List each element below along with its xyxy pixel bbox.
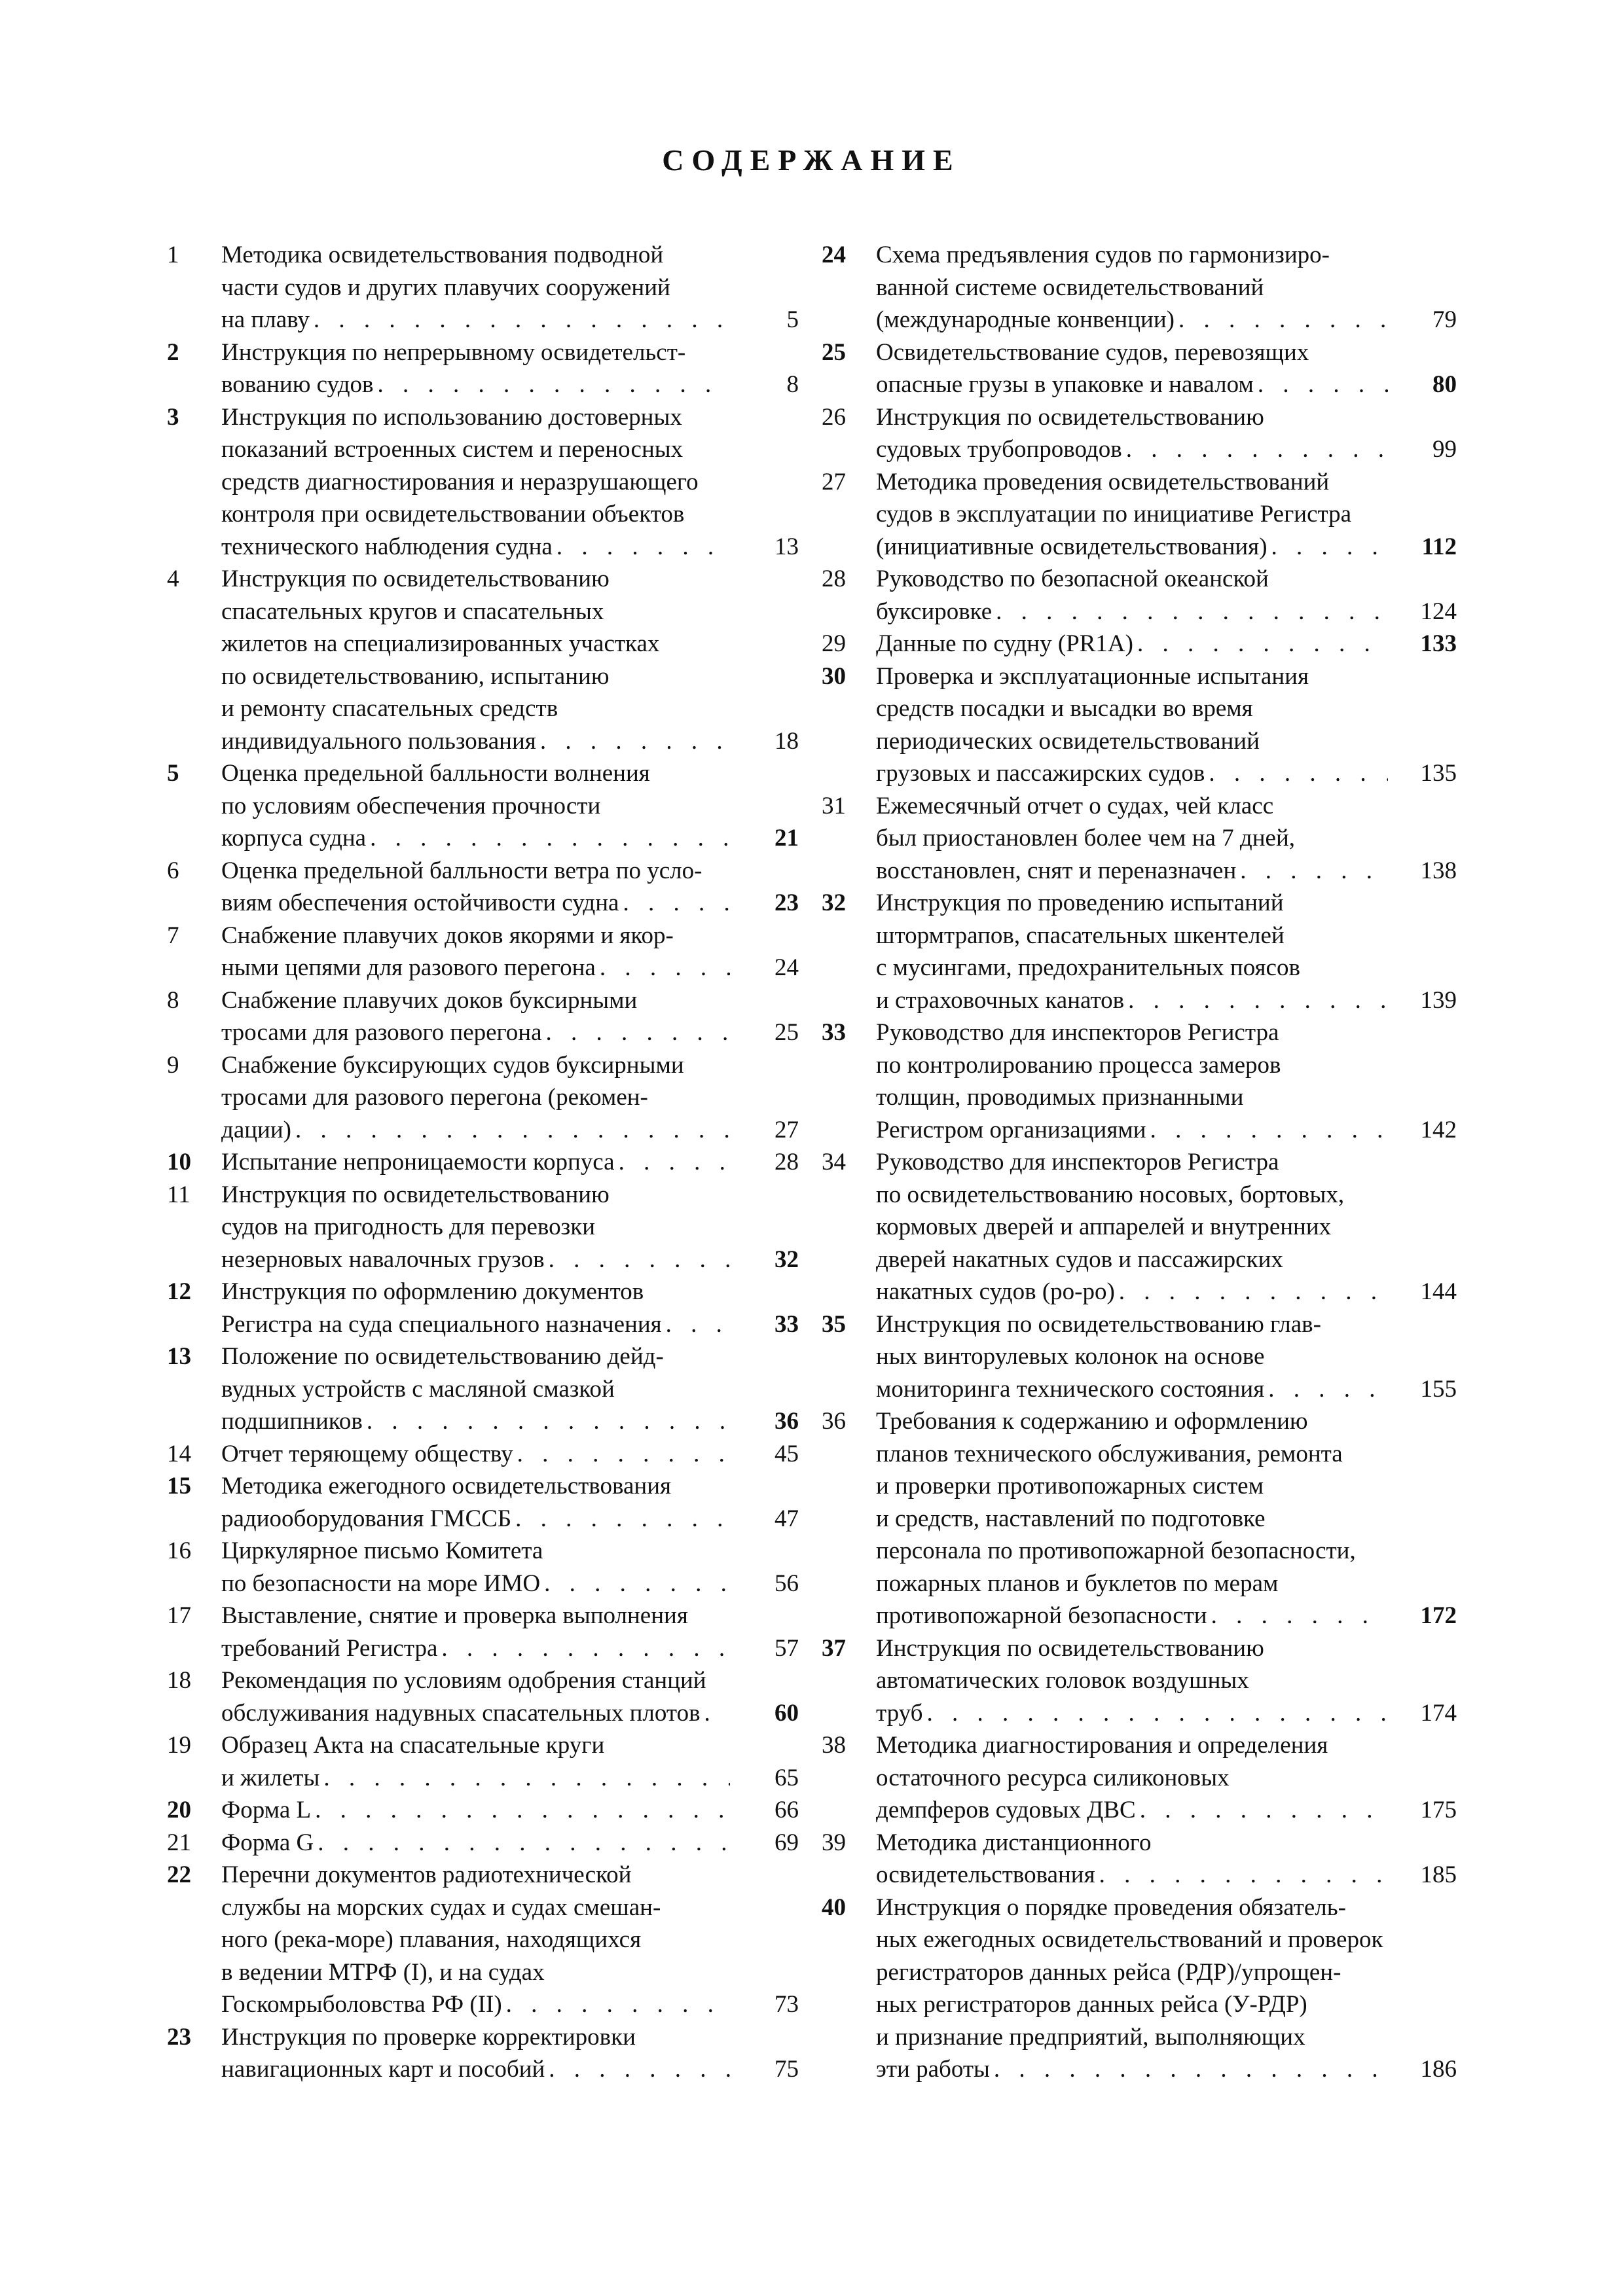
- toc-entry-title-line: судов на пригодность для перевозки: [221, 1213, 595, 1240]
- toc-entry-title-line: радиооборудования ГМССБ: [221, 1505, 512, 1532]
- toc-entry: [167, 1049, 799, 1147]
- toc-entry-title-line: части судов и других плавучих сооружений: [221, 274, 670, 301]
- toc-entry-title-line: толщин, проводимых признанными: [876, 1084, 1244, 1111]
- toc-entry-number: 9: [167, 1051, 179, 1079]
- toc-entry-title-line: по освидетельствованию носовых, бортовых,: [876, 1181, 1345, 1208]
- toc-entry-title-line: вудных устройств с масляной смазкой: [221, 1375, 615, 1403]
- toc-entry-title-line: Снабжение плавучих доков якорями и якор-: [221, 922, 674, 949]
- dot-leader: [310, 304, 730, 336]
- toc-entry-title-line: Инструкция по освидетельствованию: [221, 1181, 610, 1208]
- toc-entry: [822, 239, 1457, 336]
- toc-entry-page: 138: [1420, 857, 1457, 884]
- toc-entry-title-line: был приостановлен более чем на 7 дней,: [876, 825, 1296, 852]
- toc-entry-title-line: тросами для разового перегона: [221, 1019, 542, 1046]
- toc-entry-number: 22: [167, 1861, 191, 1888]
- toc-entry: [167, 239, 799, 336]
- toc-entry-title-line: Положение по освидетельствованию дейд-: [221, 1343, 664, 1370]
- toc-entry-page: 18: [775, 727, 799, 755]
- dot-leader: [1133, 628, 1388, 660]
- toc-entry-number: 21: [167, 1829, 191, 1856]
- toc-entry-number: 17: [167, 1602, 191, 1629]
- toc-entry-title-line: навигационных карт и пособий: [221, 2056, 545, 2083]
- toc-entry: [167, 757, 799, 855]
- dot-leader: [536, 725, 730, 758]
- toc-entry-page: 155: [1420, 1375, 1457, 1403]
- toc-entry-title-line: Руководство для инспекторов Регистра: [876, 1149, 1279, 1175]
- toc-entry-title-line: Выставление, снятие и проверка выполнения: [221, 1602, 688, 1629]
- toc-entry-title-line: планов технического обслуживания, ремонта: [876, 1440, 1343, 1467]
- toc-entry-number: 32: [822, 889, 846, 916]
- toc-entry-number: 19: [167, 1732, 191, 1759]
- dot-leader: [1267, 531, 1388, 564]
- toc-entry-title-line: ными цепями для разового перегона: [221, 954, 596, 981]
- toc-entry-number: 16: [167, 1537, 191, 1564]
- toc-entry-title-line: Инструкция по освидетельствованию: [221, 565, 610, 592]
- toc-entry-title-line: ных ежегодных освидетельствований и проверок: [876, 1926, 1383, 1953]
- toc-entry-title-line: Форма L: [221, 1797, 312, 1823]
- toc-entry-title-line: кормовых дверей и аппарелей и внутренних: [876, 1213, 1332, 1240]
- toc-entry-page: 79: [1432, 306, 1457, 333]
- toc-entry-page: 47: [775, 1505, 799, 1532]
- toc-entry-number: 20: [167, 1797, 191, 1823]
- toc-entry-page: 186: [1420, 2056, 1457, 2083]
- toc-entry: [822, 1308, 1457, 1406]
- toc-entry-title-line: противопожарной безопасности: [876, 1602, 1207, 1629]
- toc-entry-title-line: незерновых навалочных грузов: [221, 1246, 545, 1273]
- toc-entry-title-line: пожарных планов и буклетов по мерам: [876, 1570, 1279, 1597]
- toc-entry-title-line: грузовых и пассажирских судов: [876, 760, 1205, 787]
- toc-entry-number: 27: [822, 468, 846, 495]
- toc-entry: [167, 855, 799, 920]
- toc-entry: [822, 563, 1457, 628]
- page-title: СОДЕРЖАНИЕ: [662, 143, 961, 177]
- toc-entry-title-line: дверей накатных судов и пассажирских: [876, 1246, 1283, 1273]
- toc-entry: [167, 1276, 799, 1340]
- toc-entry: [167, 1535, 799, 1600]
- toc-entry: [822, 401, 1457, 466]
- toc-entry-page: 33: [775, 1310, 799, 1338]
- toc-entry-title-line: спасательных кругов и спасательных: [221, 598, 604, 625]
- toc-entry-page: 60: [775, 1699, 799, 1727]
- toc-entry-page: 13: [775, 533, 799, 560]
- toc-entry-title-line: опасные грузы в упаковке и навалом: [876, 371, 1254, 398]
- toc-entry: [167, 1729, 799, 1794]
- toc-entry-title-line: виям обеспечения остойчивости судна: [221, 889, 619, 916]
- toc-entry: [822, 1632, 1457, 1730]
- toc-entry-title-line: мониторинга технического состояния: [876, 1375, 1265, 1403]
- toc-entry-title-line: контроля при освидетельствовании объектов: [221, 501, 685, 528]
- toc-entry: [167, 1664, 799, 1729]
- toc-entry-page: 75: [775, 2056, 799, 2083]
- toc-entry: [167, 1146, 799, 1179]
- dot-leader: [311, 1794, 730, 1827]
- toc-entry-page: 36: [775, 1408, 799, 1435]
- toc-entry-page: 65: [775, 1764, 799, 1791]
- toc-entry-title-line: ванной системе освидетельствований: [876, 274, 1264, 301]
- toc-entry-number: 30: [822, 662, 846, 690]
- toc-entry-title-line: и ремонту спасательных средств: [221, 695, 558, 722]
- dot-leader: [363, 1405, 730, 1438]
- toc-entry-title-line: Методика диагностирования и определения: [876, 1732, 1328, 1759]
- toc-entry-title-line: Инструкция по проверке корректировки: [221, 2023, 636, 2051]
- toc-entry-number: 34: [822, 1149, 846, 1175]
- toc-entry-title-line: Инструкция по непрерывному освидетельст-: [221, 338, 686, 366]
- toc-entry-title-line: накатных судов (ро-ро): [876, 1278, 1115, 1305]
- toc-entry-number: 23: [167, 2023, 191, 2051]
- toc-entry-number: 35: [822, 1310, 846, 1338]
- dot-leader: [1236, 855, 1388, 888]
- toc-entry-title-line: по освидетельствованию, испытанию: [221, 662, 610, 690]
- dot-leader: [511, 1503, 730, 1535]
- toc-entry-title-line: и страховочных канатов: [876, 986, 1125, 1014]
- toc-entry-title-line: Оценка предельной балльности ветра по усло-: [221, 857, 702, 884]
- toc-entry-number: 26: [822, 403, 846, 431]
- dot-leader: [502, 1988, 730, 2021]
- dot-leader: [992, 596, 1388, 628]
- toc-entry-page: 112: [1421, 533, 1457, 560]
- toc-entry-title-line: демпферов судовых ДВС: [876, 1797, 1136, 1823]
- toc-entry-title-line: жилетов на специализированных участках: [221, 630, 660, 657]
- toc-entry-title-line: Снабжение плавучих доков буксирными: [221, 986, 638, 1014]
- toc-entry-page: 139: [1420, 986, 1457, 1014]
- dot-leader: [1136, 1794, 1388, 1827]
- toc-entry-page: 57: [775, 1634, 799, 1662]
- toc-entry-number: 36: [822, 1408, 846, 1435]
- toc-entry: [167, 1859, 799, 2021]
- toc-entry: [822, 1729, 1457, 1827]
- toc-entry: [822, 790, 1457, 888]
- dot-leader: [662, 1308, 730, 1341]
- toc-entry: [167, 563, 799, 757]
- toc-entry-title-line: по безопасности на море ИМО: [221, 1570, 541, 1597]
- dot-leader: [1095, 1859, 1388, 1892]
- toc-entry-title-line: в ведении МТРФ (I), и на судах: [221, 1958, 545, 1986]
- toc-entry-title-line: (международные конвенции): [876, 306, 1175, 333]
- toc-entry-title-line: Освидетельствование судов, перевозящих: [876, 338, 1309, 366]
- toc-entry-number: 14: [167, 1440, 191, 1467]
- toc-entry-title-line: Инструкция по освидетельствованию: [876, 403, 1264, 431]
- toc-entry-title-line: Регистром организациями: [876, 1116, 1146, 1143]
- toc-entry-page: 80: [1432, 371, 1457, 398]
- toc-entry-number: 33: [822, 1019, 846, 1046]
- toc-entry: [822, 887, 1457, 1016]
- dot-leader: [1175, 304, 1388, 336]
- toc-entry-title-line: Снабжение буксирующих судов буксирными: [221, 1051, 684, 1079]
- toc-entry-title-line: Руководство по безопасной океанской: [876, 565, 1269, 592]
- toc-entry-title-line: технического наблюдения судна: [221, 533, 553, 560]
- toc-entry-page: 66: [775, 1797, 799, 1823]
- dot-leader: [437, 1632, 730, 1665]
- toc-entry: [167, 1827, 799, 1859]
- toc-entry-title-line: труб: [876, 1699, 923, 1727]
- toc-entry-title-line: судовых трубопроводов: [876, 436, 1122, 463]
- dot-leader: [542, 1016, 730, 1049]
- toc-entry-title-line: индивидуального пользования: [221, 727, 536, 755]
- toc-entry: [167, 2021, 799, 2086]
- toc-entry-title-line: и проверки противопожарных систем: [876, 1473, 1264, 1499]
- toc-left-column: [167, 239, 799, 2086]
- toc-entry-title-line: персонала по противопожарной безопасности,: [876, 1537, 1356, 1564]
- dot-leader: [1205, 757, 1388, 790]
- toc-entry-title-line: периодических освидетельствований: [876, 727, 1260, 755]
- toc-entry-title-line: остаточного ресурса силиконовых: [876, 1764, 1230, 1791]
- dot-leader: [553, 531, 730, 564]
- toc-entry-title-line: требований Регистра: [221, 1634, 438, 1662]
- toc-entry-title-line: службы на морских судах и судах смешан-: [221, 1893, 661, 1921]
- dot-leader: [374, 368, 730, 401]
- toc-entry-title-line: эти работы: [876, 2056, 990, 2083]
- dot-leader: [1264, 1373, 1388, 1406]
- toc-entry: [822, 1016, 1457, 1146]
- dot-leader: [366, 822, 730, 855]
- toc-entry-title-line: Циркулярное письмо Комитета: [221, 1537, 543, 1564]
- toc-entry-title-line: Инструкция по оформлению документов: [221, 1278, 644, 1305]
- toc-entry-number: 12: [167, 1278, 191, 1305]
- toc-entry-page: 99: [1432, 436, 1457, 463]
- toc-entry-page: 142: [1420, 1116, 1457, 1143]
- toc-entry-number: 7: [167, 922, 179, 949]
- toc-entry-number: 24: [822, 242, 846, 268]
- toc-entry-title-line: автоматических головок воздушных: [876, 1667, 1249, 1694]
- toc-entry-title-line: Инструкция по проведению испытаний: [876, 889, 1284, 916]
- dot-leader: [596, 952, 730, 984]
- toc-entry: [167, 1340, 799, 1438]
- toc-entry-title-line: по условиям обеспечения прочности: [221, 792, 601, 819]
- toc-entry-number: 2: [167, 338, 179, 366]
- toc-entry: [822, 1892, 1457, 2086]
- toc-entry: [822, 336, 1457, 401]
- toc-entry-title-line: Методика дистанционного: [876, 1829, 1152, 1856]
- toc-entry-page: 8: [786, 371, 799, 398]
- dot-leader: [1207, 1600, 1388, 1632]
- dot-leader: [513, 1438, 730, 1471]
- toc-entry: [822, 466, 1457, 564]
- toc-entry-title-line: Ежемесячный отчет о судах, чей класс: [876, 792, 1274, 819]
- toc-right-column: [822, 239, 1457, 2086]
- dot-leader: [1146, 1114, 1388, 1147]
- toc-entry-page: 172: [1420, 1602, 1457, 1629]
- toc-entry-title-line: дации): [221, 1116, 291, 1143]
- toc-entry-page: 174: [1420, 1699, 1457, 1727]
- toc-entry-page: 28: [775, 1149, 799, 1175]
- toc-entry-title-line: Инструкция о порядке проведения обязатель-: [876, 1893, 1346, 1921]
- toc-entry-number: 40: [822, 1893, 846, 1921]
- toc-entry-number: 6: [167, 857, 179, 884]
- toc-entry-page: 69: [775, 1829, 799, 1856]
- toc-entry-title-line: вованию судов: [221, 371, 374, 398]
- dot-leader: [615, 1146, 730, 1179]
- toc-entry-page: 21: [775, 825, 799, 852]
- toc-entry-title-line: обслуживания надувных спасательных плотов: [221, 1699, 701, 1727]
- toc-entry-title-line: регистраторов данных рейса (РДР)/упрощен-: [876, 1958, 1341, 1986]
- toc-entry-number: 1: [167, 242, 179, 268]
- toc-entry-page: 124: [1420, 598, 1457, 625]
- dot-leader: [545, 2053, 730, 2086]
- dot-leader: [1254, 368, 1388, 401]
- toc-entry: [167, 1179, 799, 1276]
- toc-entry-page: 73: [775, 1991, 799, 2018]
- toc-entry-title-line: подшипников: [221, 1408, 363, 1435]
- toc-entry-number: 31: [822, 792, 846, 819]
- toc-entry-title-line: Образец Акта на спасательные круги: [221, 1732, 605, 1759]
- dot-leader: [1115, 1276, 1388, 1308]
- dot-leader: [922, 1697, 1388, 1730]
- toc-entry-page: 185: [1420, 1861, 1457, 1888]
- toc-entry-title-line: Инструкция по использованию достоверных: [221, 403, 682, 431]
- toc-entry-title-line: Испытание непроницаемости корпуса: [221, 1149, 615, 1175]
- dot-leader: [545, 1244, 730, 1276]
- dot-leader: [314, 1827, 730, 1859]
- toc-entry-title-line: Рекомендация по условиям одобрения станций: [221, 1667, 706, 1694]
- toc-entry-number: 37: [822, 1634, 846, 1662]
- toc-entry-title-line: Требования к содержанию и оформлению: [876, 1408, 1308, 1435]
- toc-entry-page: 45: [775, 1440, 799, 1467]
- toc-entry-page: 24: [775, 954, 799, 981]
- dot-leader: [319, 1762, 730, 1795]
- toc-entry: [167, 1470, 799, 1535]
- toc-entry: [167, 1794, 799, 1827]
- toc-entry-title-line: Руководство для инспекторов Регистра: [876, 1019, 1279, 1046]
- toc-entry: [822, 1146, 1457, 1308]
- toc-entry-title-line: Госкомрыболовства РФ (II): [221, 1991, 502, 2018]
- dot-leader: [619, 887, 730, 920]
- toc-entry: [167, 920, 799, 984]
- toc-entry-title-line: по контролированию процесса замеров: [876, 1051, 1281, 1079]
- toc-entry: [167, 1600, 799, 1664]
- toc-entry-number: 38: [822, 1732, 846, 1759]
- toc-entry-title-line: на плаву: [221, 306, 310, 333]
- toc-entry-title-line: Перечни документов радиотехнической: [221, 1861, 632, 1888]
- toc-entry: [167, 401, 799, 564]
- toc-entry-title-line: буксировке: [876, 598, 993, 625]
- toc-entry-page: 5: [786, 306, 799, 333]
- dot-leader: [1124, 984, 1388, 1017]
- toc-entry-title-line: и признание предприятий, выполняющих: [876, 2023, 1305, 2051]
- dot-leader: [291, 1114, 730, 1147]
- toc-entry-number: 8: [167, 986, 179, 1014]
- toc-entry-title-line: Инструкция по освидетельствованию глав-: [876, 1310, 1321, 1338]
- toc-entry-title-line: показаний встроенных систем и переносных: [221, 436, 684, 463]
- toc-entry-number: 25: [822, 338, 846, 366]
- toc-entry-number: 11: [167, 1181, 191, 1208]
- toc-entry-title-line: Форма G: [221, 1829, 314, 1856]
- toc-entry-title-line: тросами для разового перегона (рекомен-: [221, 1084, 648, 1111]
- toc-entry-page: 56: [775, 1570, 799, 1597]
- toc-entry-page: 25: [775, 1019, 799, 1046]
- toc-entry-title-line: ных винторулевых колонок на основе: [876, 1343, 1265, 1370]
- toc-entry-title-line: Данные по судну (PR1A): [876, 630, 1133, 657]
- toc-entry-number: 18: [167, 1667, 191, 1694]
- toc-entry-title-line: восстановлен, снят и переназначен: [876, 857, 1237, 884]
- toc-entry-page: 27: [775, 1116, 799, 1143]
- dot-leader: [1122, 433, 1388, 466]
- toc-entry-page: 32: [775, 1246, 799, 1273]
- toc-entry-title-line: штормтрапов, спасательных шкентелей: [876, 922, 1285, 949]
- toc-entry-title-line: Методика ежегодного освидетельствования: [221, 1473, 672, 1499]
- dot-leader: [540, 1568, 730, 1600]
- toc-entry-number: 29: [822, 630, 846, 657]
- toc-entry-number: 39: [822, 1829, 846, 1856]
- toc-entry-title-line: судов в эксплуатации по инициативе Регистра: [876, 501, 1352, 528]
- toc-entry: [167, 1438, 799, 1471]
- toc-entry-title-line: Методика проведения освидетельствований: [876, 468, 1330, 495]
- toc-entry-number: 3: [167, 403, 179, 431]
- toc-entry-title-line: с мусингами, предохранительных поясов: [876, 954, 1300, 981]
- toc-entry-title-line: ных регистраторов данных рейса (У-РДР): [876, 1991, 1307, 2018]
- toc-entry-title-line: корпуса судна: [221, 825, 367, 852]
- toc-entry: [822, 1827, 1457, 1892]
- toc-entry-page: 175: [1420, 1797, 1457, 1823]
- toc-entry-number: 10: [167, 1149, 191, 1175]
- toc-entry-title-line: Отчет теряющему обществу: [221, 1440, 513, 1467]
- toc-entry-title-line: и средств, наставлений по подготовке: [876, 1505, 1266, 1532]
- toc-entry-number: 28: [822, 565, 846, 592]
- toc-entry: [167, 984, 799, 1049]
- toc-entry-title-line: Инструкция по освидетельствованию: [876, 1634, 1264, 1662]
- toc-entry-number: 13: [167, 1343, 191, 1370]
- toc-entry-title-line: Схема предъявления судов по гармонизиро-: [876, 242, 1330, 268]
- toc-entry: [822, 1405, 1457, 1632]
- toc-entry-number: 15: [167, 1473, 191, 1499]
- toc-entry-page: 135: [1420, 760, 1457, 787]
- toc-entry-page: 23: [775, 889, 799, 916]
- toc-entry-title-line: средств диагностирования и неразрушающего: [221, 468, 699, 495]
- toc-entry-title-line: и жилеты: [221, 1764, 320, 1791]
- toc-entry-page: 133: [1420, 630, 1457, 657]
- toc-entry-title-line: ного (река-море) плавания, находящихся: [221, 1926, 642, 1953]
- toc-entry: [167, 336, 799, 401]
- toc-entry-page: 144: [1420, 1278, 1457, 1305]
- dot-leader: [990, 2053, 1388, 2086]
- toc-entry-title-line: (инициативные освидетельствования): [876, 533, 1267, 560]
- toc-entry-number: 4: [167, 565, 179, 592]
- toc-entry-title-line: средств посадки и высадки во время: [876, 695, 1253, 722]
- toc-entry-title-line: Проверка и эксплуатационные испытания: [876, 662, 1309, 690]
- dot-leader: [701, 1697, 730, 1730]
- toc-entry-title-line: Регистра на суда специального назначения: [221, 1310, 662, 1338]
- toc-entry-title-line: Методика освидетельствования подводной: [221, 242, 664, 268]
- toc-entry: [822, 660, 1457, 790]
- toc-entry-title-line: Оценка предельной балльности волнения: [221, 760, 650, 787]
- toc-entry-number: 5: [167, 760, 179, 787]
- toc-entry: [822, 628, 1457, 660]
- toc-entry-title-line: освидетельствования: [876, 1861, 1095, 1888]
